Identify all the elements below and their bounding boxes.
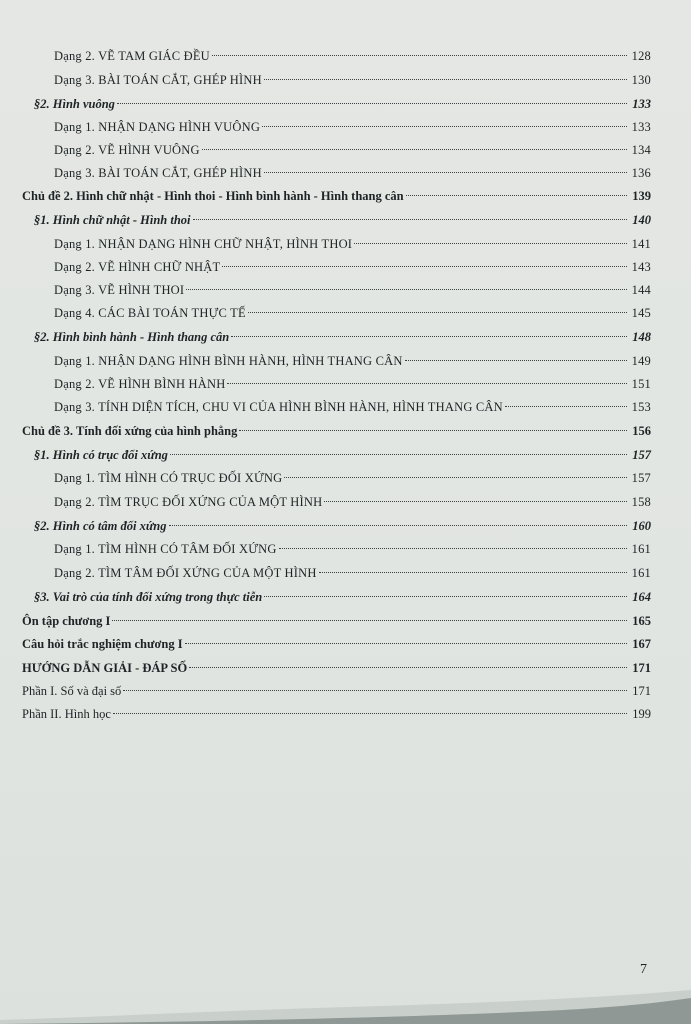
toc-page-number: 158 [631, 495, 651, 509]
dot-leader [262, 125, 627, 127]
page-number: 7 [640, 962, 647, 977]
toc-page-number: 149 [631, 354, 651, 368]
toc-entry-label: Dạng 1. NHẬN DẠNG HÌNH BÌNH HÀNH, HÌNH THANG CÂN [54, 354, 403, 368]
toc-subsection-row[interactable] [54, 234, 651, 254]
dot-leader [123, 689, 627, 691]
toc-section-row[interactable] [34, 210, 651, 230]
dot-leader [112, 619, 627, 621]
dot-leader [319, 571, 627, 573]
toc-page-number: 171 [632, 661, 651, 675]
toc-chapter-row[interactable] [22, 186, 651, 206]
dot-leader [227, 382, 627, 384]
toc-subsection-row[interactable] [54, 46, 651, 66]
toc-chapter-row[interactable] [22, 421, 651, 441]
toc-page-number: 167 [632, 637, 651, 651]
toc-page-number: 161 [631, 566, 651, 580]
dot-leader [405, 359, 627, 361]
toc-page-number: 148 [632, 330, 651, 344]
toc-entry-label: Dạng 2. VẼ TAM GIÁC ĐỀU [54, 49, 210, 63]
toc-section-row[interactable] [34, 587, 651, 607]
toc-entry-label: Phần II. Hình học [22, 707, 111, 721]
toc-chapter-row[interactable] [22, 611, 651, 631]
dot-leader [248, 311, 627, 313]
toc-entry-label: Dạng 2. VẼ HÌNH BÌNH HÀNH [54, 377, 226, 391]
toc-page-number: 165 [632, 614, 651, 628]
toc-page-number: 136 [631, 166, 651, 180]
toc-subsection-row[interactable] [54, 492, 651, 512]
toc-page-number: 161 [631, 542, 651, 556]
toc-entry-label: Dạng 4. CÁC BÀI TOÁN THỰC TẾ [54, 306, 246, 320]
toc-page-number: 141 [631, 237, 651, 251]
dot-leader [189, 666, 627, 668]
toc-entry-label: §1. Hình có trục đối xứng [34, 448, 168, 462]
toc-entry-label: §3. Vai trò của tính đối xứng trong thực tiễn [34, 590, 263, 604]
toc-page-number: 157 [631, 471, 651, 485]
toc-page-number: 164 [632, 590, 651, 604]
toc-page-number: 128 [631, 49, 651, 63]
toc-section-row[interactable] [34, 516, 651, 536]
dot-leader [169, 524, 627, 526]
toc-part-row[interactable] [22, 681, 651, 701]
toc-entry-label: Dạng 2. VẼ HÌNH CHỮ NHẬT [54, 260, 221, 274]
toc-page-number: 160 [632, 519, 651, 533]
toc-section-row[interactable] [34, 327, 651, 347]
dot-leader [113, 712, 627, 714]
toc-subsection-row[interactable] [54, 70, 651, 90]
dot-leader [239, 429, 627, 431]
toc-entry-label: Ôn tập chương I [22, 614, 111, 628]
dot-leader [264, 171, 627, 173]
toc-page-number: 199 [632, 707, 651, 721]
toc-section-row[interactable] [34, 94, 651, 114]
toc-entry-label: Phần I. Số và đại số [22, 684, 122, 698]
toc-page-number: 133 [632, 97, 651, 111]
toc-subsection-row[interactable] [54, 374, 651, 394]
toc-entry-label: §2. Hình có tâm đối xứng [34, 519, 167, 533]
dot-leader [406, 194, 627, 196]
toc-page-number: 171 [632, 684, 651, 698]
dot-leader [193, 218, 627, 220]
toc-subsection-row[interactable] [54, 397, 651, 417]
toc-entry-label: §2. Hình vuông [34, 97, 115, 111]
toc-entry-label: Chủ đề 2. Hình chữ nhật - Hình thoi - Hình bình hành - Hình thang cân [22, 189, 404, 203]
toc-subsection-row[interactable] [54, 468, 651, 488]
toc-subsection-row[interactable] [54, 163, 651, 183]
toc-entry-label: Dạng 3. TÍNH DIỆN TÍCH, CHU VI CỦA HÌNH BÌNH HÀNH, HÌNH THANG CÂN [54, 400, 503, 414]
toc-page-number: 133 [631, 120, 651, 134]
toc-entry-label: Dạng 3. BÀI TOÁN CẮT, GHÉP HÌNH [54, 73, 262, 87]
dot-leader [279, 547, 627, 549]
toc-entry-label: Dạng 1. NHẬN DẠNG HÌNH VUÔNG [54, 120, 261, 134]
toc-subsection-row[interactable] [54, 117, 651, 137]
toc-chapter-row[interactable] [22, 634, 651, 654]
toc-section-row[interactable] [34, 445, 651, 465]
toc-subsection-row[interactable] [54, 303, 651, 323]
toc-subsection-row[interactable] [54, 351, 651, 371]
toc-page-number: 140 [632, 213, 651, 227]
toc-page-number: 130 [631, 73, 651, 87]
dot-leader [222, 265, 627, 267]
toc-subsection-row[interactable] [54, 257, 651, 277]
toc-subsection-row[interactable] [54, 563, 651, 583]
toc-page-number: 145 [631, 306, 651, 320]
toc-page-number: 157 [632, 448, 651, 462]
toc-entry-label: Dạng 2. TÌM TRỤC ĐỐI XỨNG CỦA MỘT HÌNH [54, 495, 323, 509]
toc-subsection-row[interactable] [54, 539, 651, 559]
toc-entry-label: Dạng 1. TÌM HÌNH CÓ TRỤC ĐỐI XỨNG [54, 471, 283, 485]
toc-page-number: 134 [631, 143, 651, 157]
dot-leader [505, 405, 627, 407]
toc-entry-label: Dạng 3. BÀI TOÁN CẮT, GHÉP HÌNH [54, 166, 262, 180]
toc-part-row[interactable] [22, 704, 651, 724]
dot-leader [264, 595, 627, 597]
dot-leader [186, 288, 627, 290]
toc-subsection-row[interactable] [54, 280, 651, 300]
toc-entry-label: Chủ đề 3. Tính đối xứng của hình phẳng [22, 424, 238, 438]
toc-entry-label: §1. Hình chữ nhật - Hình thoi [34, 213, 191, 227]
toc-page-number: 144 [631, 283, 651, 297]
dot-leader [284, 476, 627, 478]
toc-page-number: 153 [631, 400, 651, 414]
toc-entry-label: §2. Hình bình hành - Hình thang cân [34, 330, 230, 344]
toc-page-number: 151 [631, 377, 651, 391]
toc-entry-label: Dạng 1. TÌM HÌNH CÓ TÂM ĐỐI XỨNG [54, 542, 277, 556]
toc-entry-label: Dạng 2. VẼ HÌNH VUÔNG [54, 143, 200, 157]
dot-leader [117, 102, 627, 104]
dot-leader [264, 78, 627, 80]
toc-entry-label: Dạng 1. NHẬN DẠNG HÌNH CHỮ NHẬT, HÌNH THOI [54, 237, 353, 251]
toc-entry-label: Dạng 3. VẼ HÌNH THOI [54, 283, 185, 297]
toc-entry-label: HƯỚNG DẪN GIẢI - ĐÁP SỐ [22, 661, 188, 675]
toc-subsection-row[interactable] [54, 140, 651, 160]
toc-entry-label: Câu hỏi trắc nghiệm chương I [22, 637, 183, 651]
dot-leader [185, 642, 627, 644]
dot-leader [324, 500, 627, 502]
dot-leader [354, 242, 627, 244]
toc-page-number: 139 [632, 189, 651, 203]
footer-decoration [0, 976, 691, 1024]
dot-leader [231, 335, 627, 337]
toc-page-number: 143 [631, 260, 651, 274]
dot-leader [170, 453, 627, 455]
toc-chapter-row[interactable] [22, 658, 651, 678]
toc-page-number: 156 [632, 424, 651, 438]
dot-leader [202, 148, 627, 150]
toc-entry-label: Dạng 2. TÌM TÂM ĐỐI XỨNG CỦA MỘT HÌNH [54, 566, 317, 580]
dot-leader [212, 54, 627, 56]
